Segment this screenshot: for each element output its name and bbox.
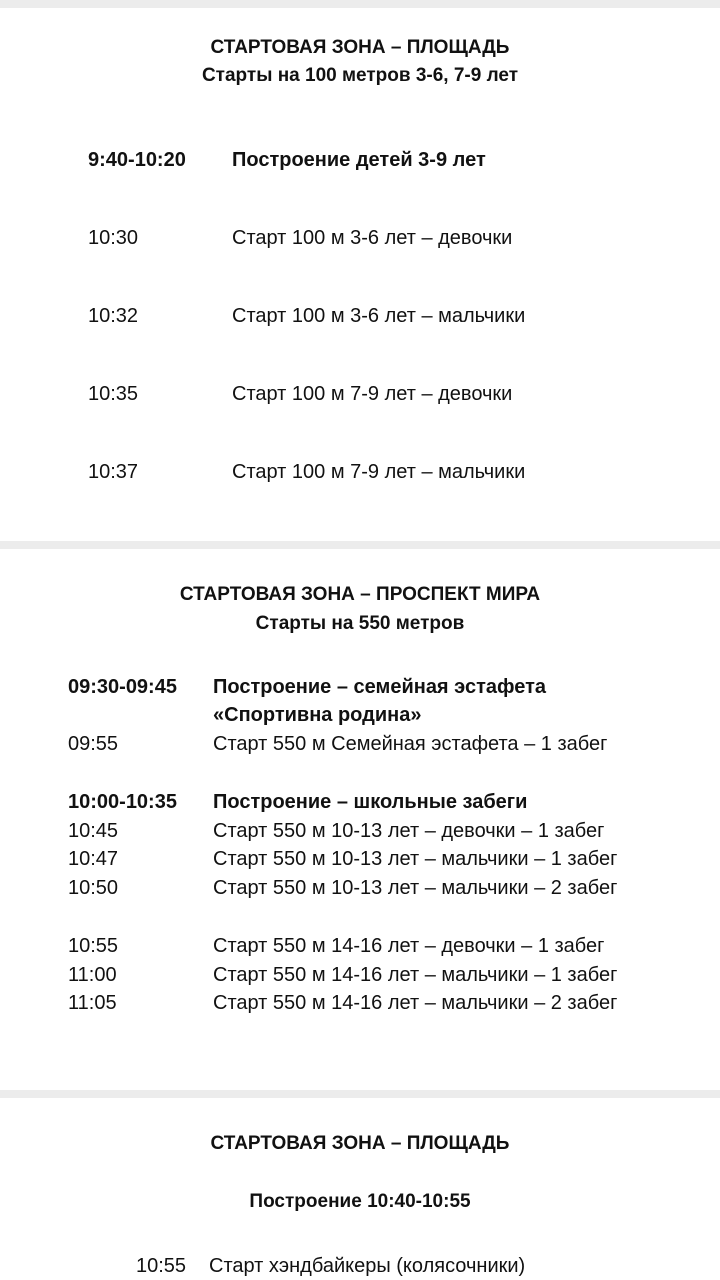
schedule-event: Старт 100 м 3-6 лет – девочки bbox=[232, 227, 513, 249]
section-subtitle: Построение 10:40-10:55 bbox=[249, 1191, 471, 1212]
schedule-time: 10:55 bbox=[136, 1255, 187, 1277]
schedule-event-continued: «Спортивна родина» bbox=[213, 704, 422, 726]
schedule-event: Старт 550 м 10-13 лет – девочки – 1 забег bbox=[213, 820, 605, 842]
schedule-event: Построение – семейная эстафета bbox=[213, 676, 546, 698]
schedule-event: Построение детей 3-9 лет bbox=[232, 149, 486, 171]
schedule-time: 10:35 bbox=[88, 383, 139, 405]
schedule-time: 11:05 bbox=[68, 992, 117, 1014]
schedule-time: 09:30-09:45 bbox=[68, 676, 177, 698]
schedule-event: Старт 550 м 14-16 лет – мальчики – 2 забег bbox=[213, 992, 618, 1014]
section-title: СТАРТОВАЯ ЗОНА – ПЛОЩАДЬ bbox=[210, 37, 510, 58]
schedule-event: Старт хэндбайкеры (колясочники) bbox=[209, 1255, 526, 1277]
schedule-page-1 bbox=[0, 8, 720, 541]
schedule-time: 10:45 bbox=[68, 820, 119, 842]
schedule-event: Старт 100 м 7-9 лет – мальчики bbox=[232, 461, 526, 483]
section-subtitle: Старты на 100 метров 3-6, 7-9 лет bbox=[201, 65, 519, 86]
schedule-event: Старт 550 м 14-16 лет – девочки – 1 забег bbox=[213, 935, 605, 957]
schedule-page-3 bbox=[0, 1098, 720, 1280]
schedule-time: 10:30 bbox=[88, 227, 139, 249]
schedule-event: Старт 550 м 10-13 лет – мальчики – 2 забег bbox=[213, 877, 618, 899]
schedule-time: 10:50 bbox=[68, 877, 119, 899]
schedule-event: Построение – школьные забеги bbox=[213, 791, 528, 813]
schedule-time: 10:55 bbox=[68, 935, 119, 957]
schedule-event: Старт 100 м 3-6 лет – мальчики bbox=[232, 305, 526, 327]
section-title: СТАРТОВАЯ ЗОНА – ПЛОЩАДЬ bbox=[210, 1133, 510, 1154]
schedule-event: Старт 550 м Семейная эстафета – 1 забег bbox=[213, 733, 608, 755]
schedule-time: 10:00-10:35 bbox=[68, 791, 177, 813]
schedule-event: Старт 100 м 7-9 лет – девочки bbox=[232, 383, 513, 405]
schedule-event: Старт 550 м 14-16 лет – мальчики – 1 забег bbox=[213, 964, 618, 986]
schedule-time: 9:40-10:20 bbox=[88, 149, 186, 171]
schedule-time: 11:00 bbox=[68, 964, 117, 986]
schedule-time: 10:47 bbox=[68, 848, 119, 870]
schedule-page-2 bbox=[0, 549, 720, 1090]
schedule-time: 10:37 bbox=[88, 461, 139, 483]
schedule-time: 09:55 bbox=[68, 733, 119, 755]
section-subtitle: Старты на 550 метров bbox=[255, 613, 465, 634]
schedule-event: Старт 550 м 10-13 лет – мальчики – 1 забег bbox=[213, 848, 618, 870]
schedule-time: 10:32 bbox=[88, 305, 139, 327]
section-title: СТАРТОВАЯ ЗОНА – ПРОСПЕКТ МИРА bbox=[179, 584, 541, 605]
